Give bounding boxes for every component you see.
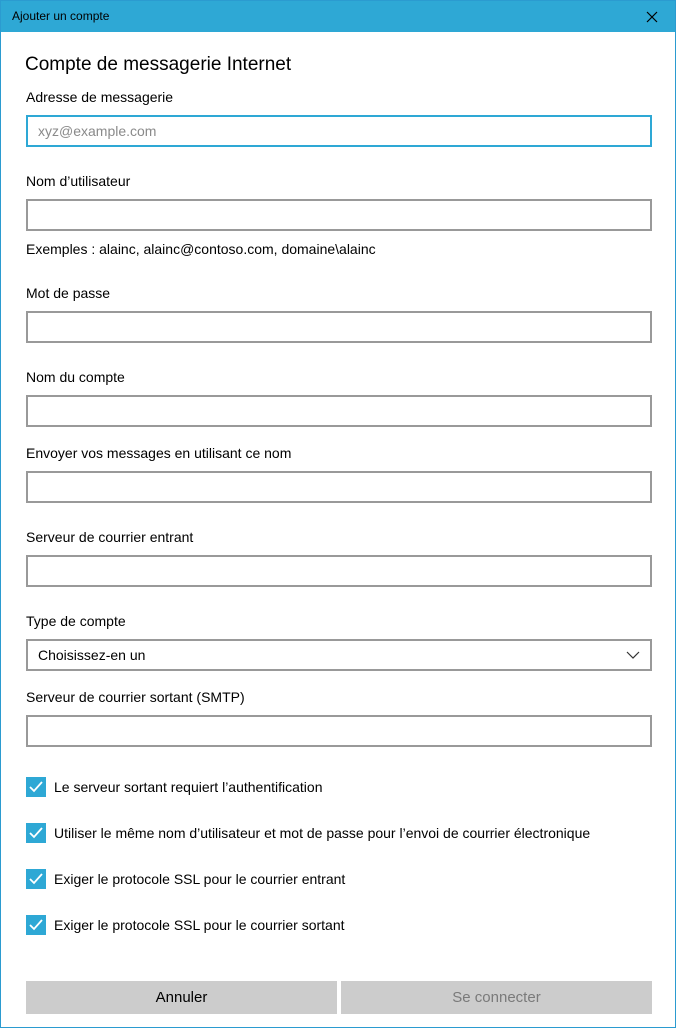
- username-hint: Exemples : alainc, alainc@contoso.com, domaine\alainc: [26, 241, 376, 257]
- send-name-field[interactable]: [26, 471, 652, 503]
- ssl-outgoing-checkbox[interactable]: [26, 915, 345, 935]
- ssl-incoming-label: Exiger le protocole SSL pour le courrier entrant: [54, 871, 346, 887]
- outgoing-server-field[interactable]: [26, 715, 652, 747]
- close-icon: [646, 11, 658, 23]
- incoming-server-field[interactable]: [26, 555, 652, 587]
- checkmark-icon: [26, 915, 46, 935]
- page-title: Compte de messagerie Internet: [25, 54, 292, 75]
- account-type-select[interactable]: [26, 639, 652, 671]
- auth-required-label: Le serveur sortant requiert l’authentification: [54, 779, 323, 795]
- same-credentials-checkbox[interactable]: [26, 823, 590, 843]
- password-field[interactable]: [26, 311, 652, 343]
- password-label: Mot de passe: [26, 285, 111, 301]
- send-name-label: Envoyer vos messages en utilisant ce nom: [26, 445, 292, 461]
- close-button[interactable]: [629, 1, 675, 32]
- auth-required-checkbox[interactable]: [26, 777, 322, 797]
- incoming-server-label: Serveur de courrier entrant: [26, 529, 194, 545]
- username-label: Nom d’utilisateur: [26, 173, 131, 189]
- account-name-field[interactable]: [26, 395, 652, 427]
- ssl-incoming-checkbox[interactable]: [26, 869, 345, 889]
- checkmark-icon: [26, 777, 46, 797]
- account-type-value: Choisissez-en un: [38, 647, 146, 663]
- account-type-label: Type de compte: [26, 613, 126, 629]
- email-field[interactable]: [26, 115, 652, 147]
- cancel-button[interactable]: Annuler: [26, 981, 337, 1014]
- connect-button[interactable]: Se connecter: [341, 981, 652, 1014]
- username-field[interactable]: [26, 199, 652, 231]
- checkmark-icon: [26, 823, 46, 843]
- same-credentials-label: Utiliser le même nom d’utilisateur et mot de passe pour l’envoi de courrier électronique: [54, 825, 591, 841]
- account-name-label: Nom du compte: [26, 369, 125, 385]
- window-title: Ajouter un compte: [12, 9, 110, 23]
- checkmark-icon: [26, 869, 46, 889]
- email-label: Adresse de messagerie: [26, 89, 174, 105]
- title-bar: [1, 1, 675, 32]
- outgoing-server-label: Serveur de courrier sortant (SMTP): [26, 689, 245, 705]
- ssl-outgoing-label: Exiger le protocole SSL pour le courrier sortant: [54, 917, 345, 933]
- chevron-down-icon: [626, 648, 640, 662]
